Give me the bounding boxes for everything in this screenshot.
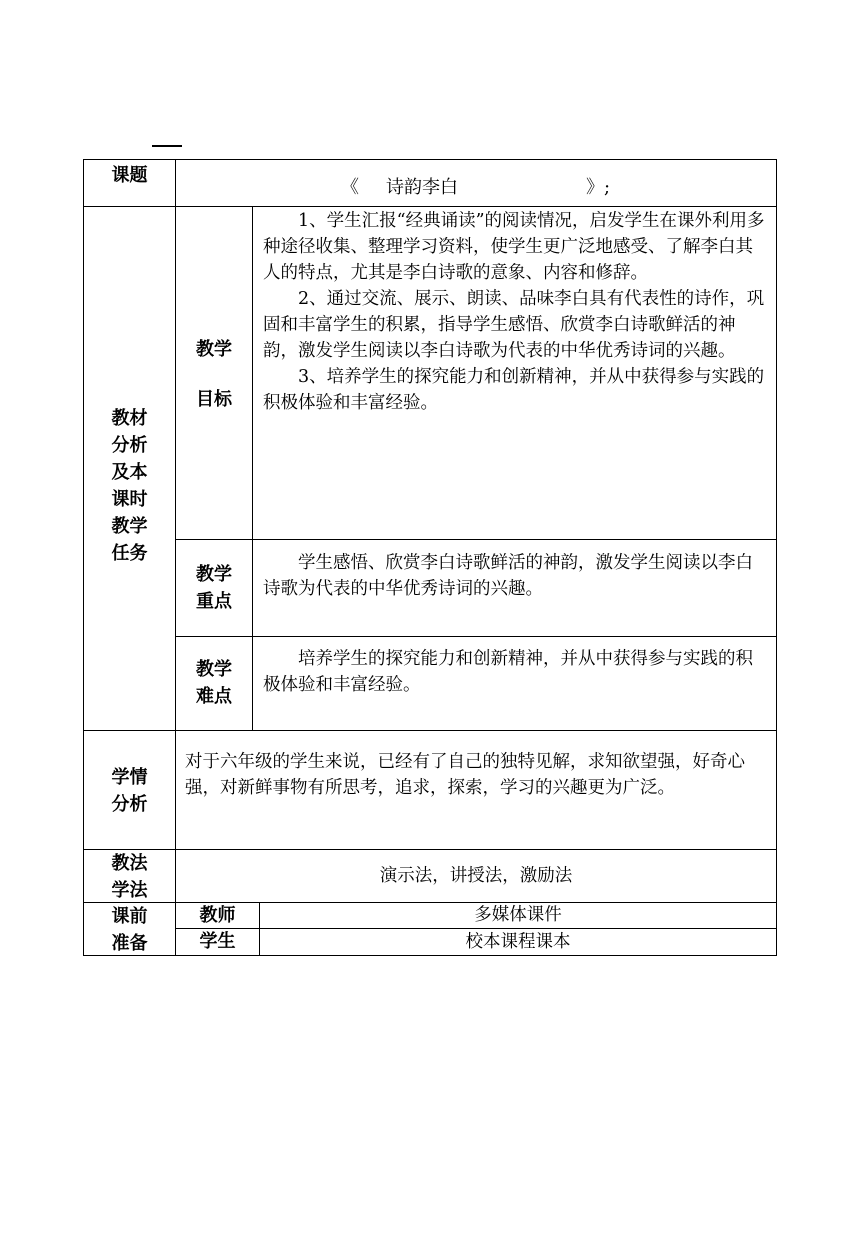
goal-item: 3、培养学生的探究能力和创新精神，并从中获得参与实践的积极体验和丰富经验。 <box>263 367 765 413</box>
prep-teacher-label: 教师 <box>199 905 236 926</box>
lesson-title: 诗韵李白 <box>386 177 458 198</box>
difficulties-text: 培养学生的探究能力和创新精神，并从中获得参与实践的积极体验和丰富经验。 <box>263 649 753 695</box>
goal-item: 2、通过交流、展示、朗读、品味李白具有代表性的诗作，巩固和丰富学生的积累，指导学生感悟、欣赏李白诗歌鲜活的神韵，激发学生阅读以李白诗歌为代表的中华优秀诗词的兴趣。 <box>263 289 765 361</box>
title-close-bracket: 》; <box>586 177 611 198</box>
difficulties-label: 教学 难点 <box>196 659 232 707</box>
title-value <box>176 160 776 206</box>
goal-item: 1、学生汇报“经典诵读”的阅读情况，启发学生在课外利用多种途径收集、整理学习资料，使学生更广泛地感受、了解李白其人的特点，尤其是李白诗歌的意象、内容和修辞。 <box>263 211 765 283</box>
methods-label: 教法 学法 <box>111 853 148 901</box>
methods-text: 演示法，讲授法，激励法 <box>379 866 573 886</box>
key-points-text: 学生感悟、欣赏李白诗歌鲜活的神韵，激发学生阅读以李白诗歌为代表的中华优秀诗词的兴趣。 <box>263 553 753 599</box>
key-points-label: 教学 重点 <box>196 564 232 612</box>
prep-student-value: 校本课程课本 <box>465 932 571 952</box>
student-analysis-label: 学情 分析 <box>111 767 148 815</box>
title-label: 课题 <box>111 165 148 186</box>
material-analysis-label: 教材 分析 及本 课时 教学 任务 <box>111 408 148 564</box>
preparation-label: 课前 准备 <box>111 906 148 954</box>
student-analysis-text: 对于六年级的学生来说，已经有了自己的独特见解，求知欲望强，好奇心强，对新鲜事物有所思考，追求，探索，学习的兴趣更为广泛。 <box>185 752 745 798</box>
prep-teacher-value: 多媒体课件 <box>474 905 562 925</box>
goals-text <box>263 208 770 416</box>
goals-label: 教学 目标 <box>196 339 232 410</box>
top-dash-mark <box>152 145 182 147</box>
title-open-bracket: 《 <box>341 177 359 198</box>
prep-student-label: 学生 <box>199 931 236 952</box>
